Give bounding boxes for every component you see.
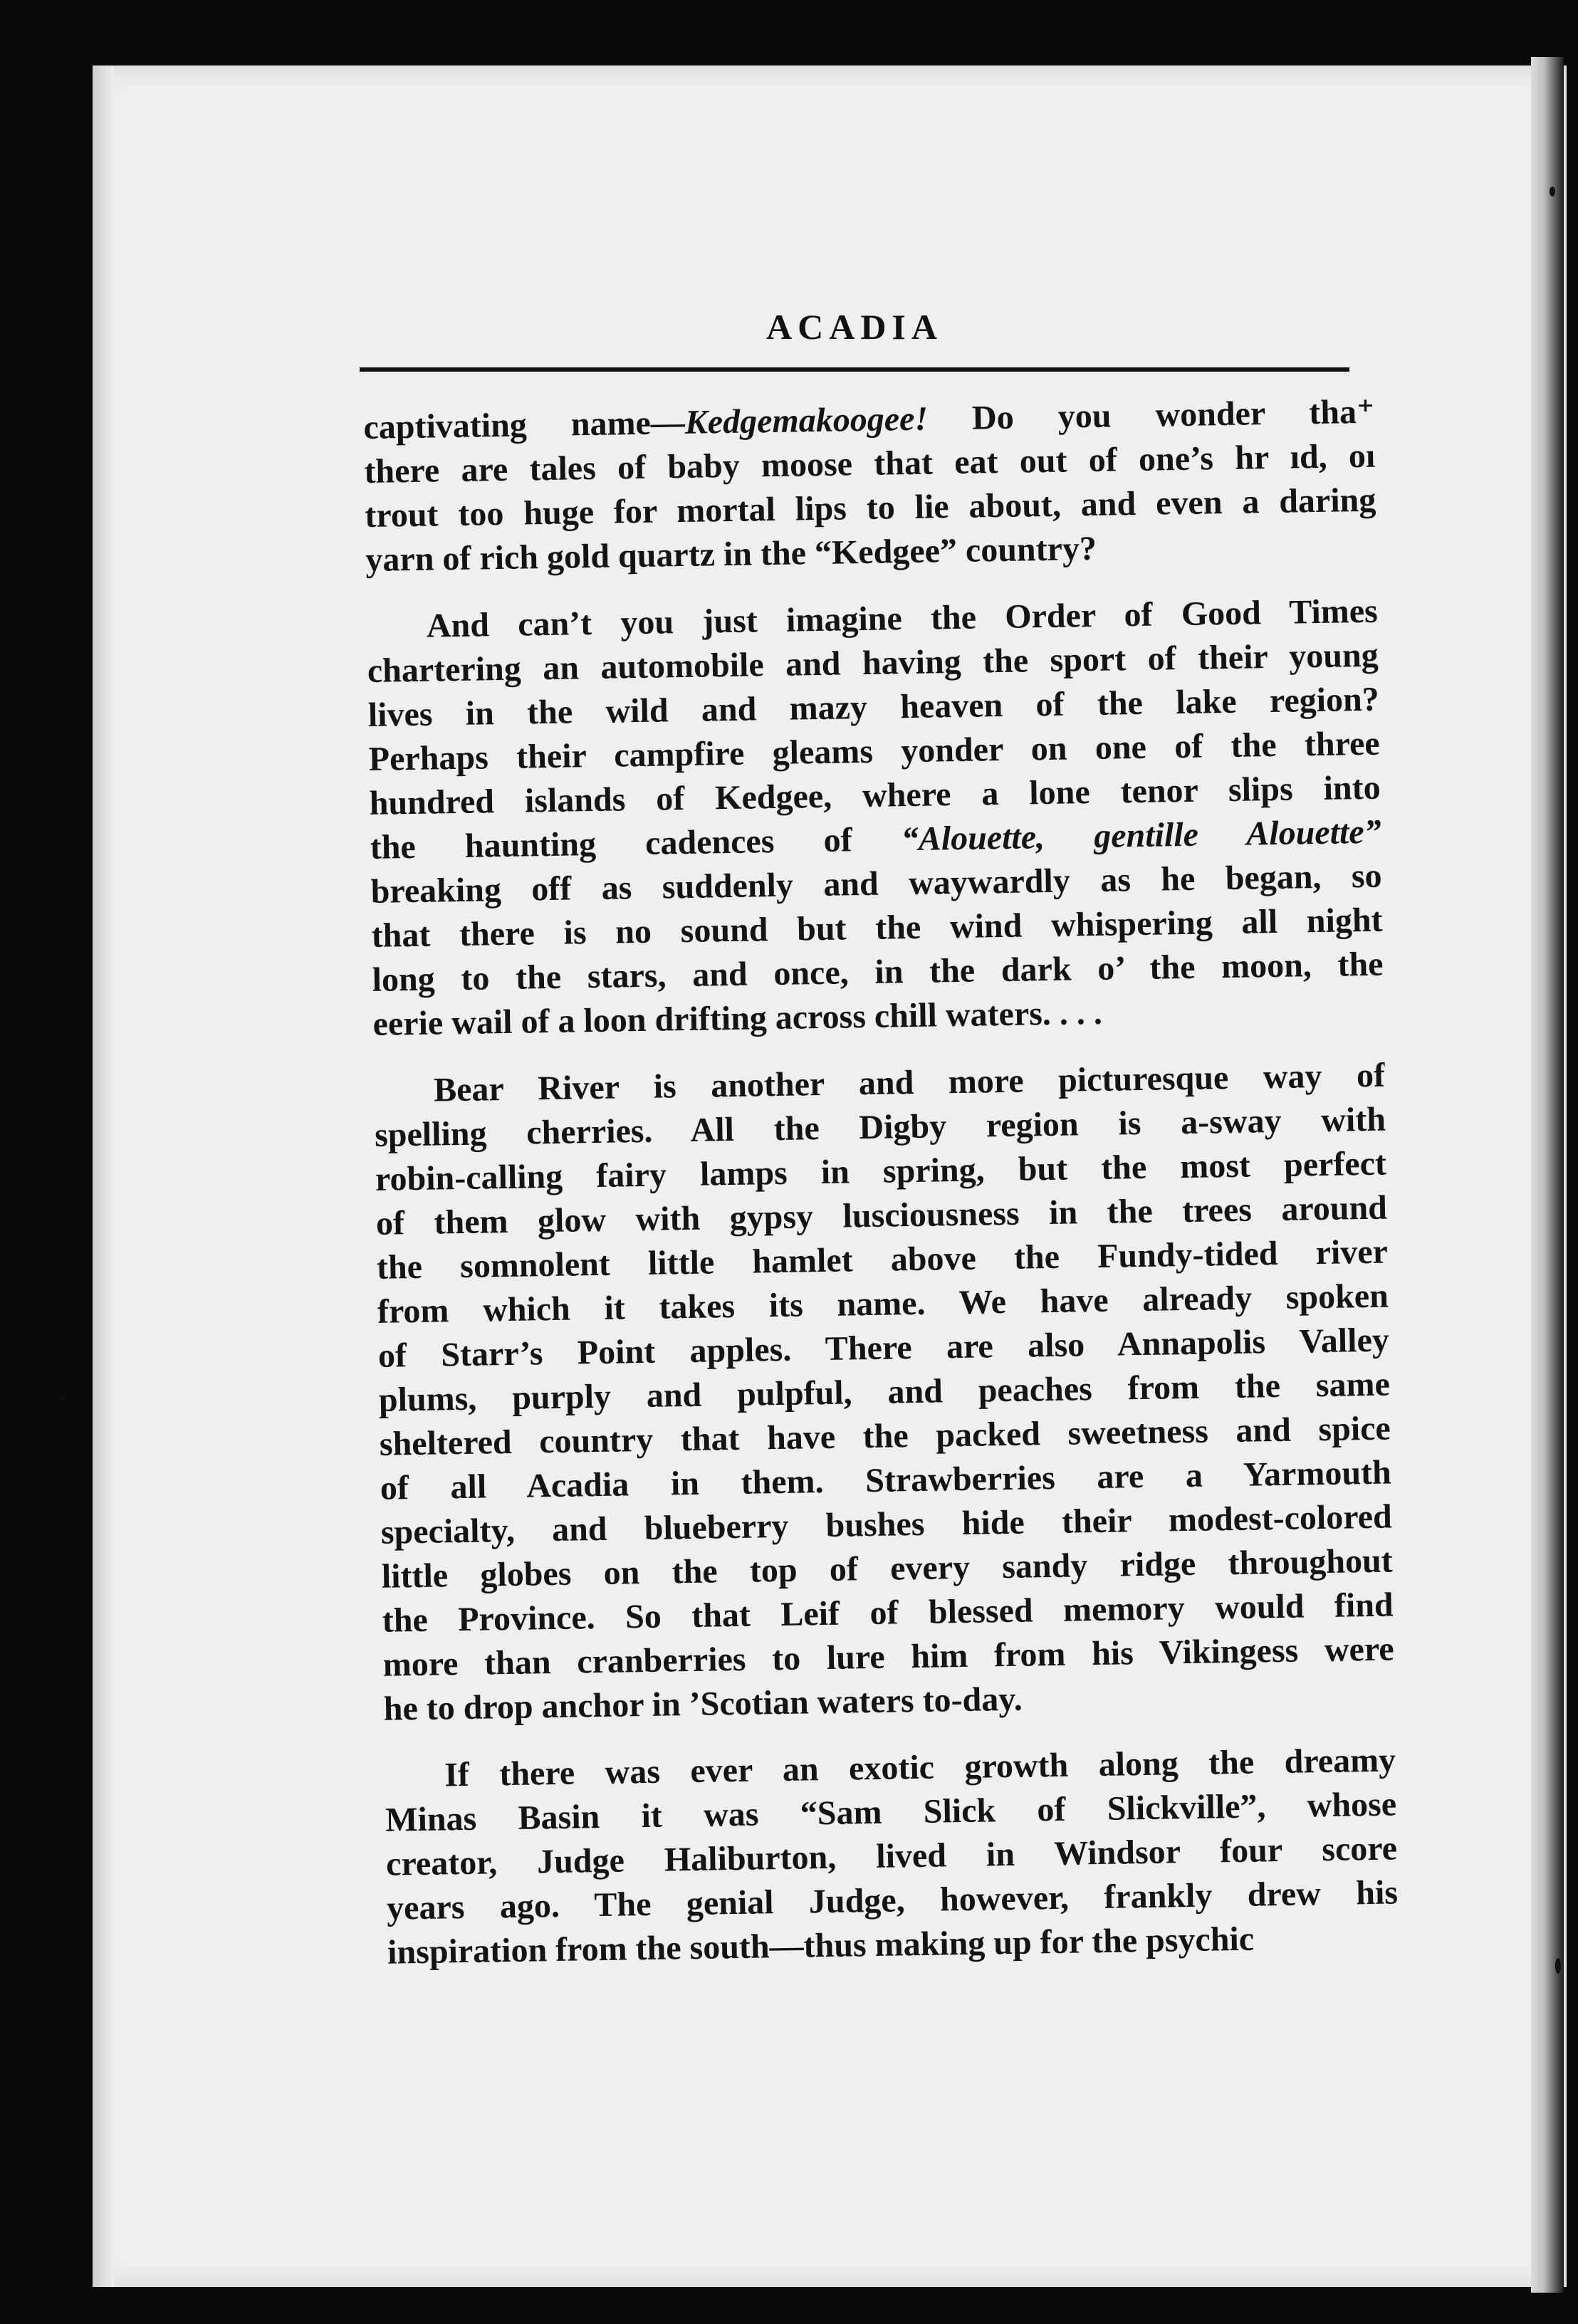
text-line: trout too huge for mortal lips to lie about, and even a daring [365, 481, 1376, 535]
body-text [363, 390, 1399, 1998]
text-line: years ago. The genial Judge, however, frankly drew his [386, 1873, 1399, 1927]
scan-speck [1555, 1958, 1561, 1974]
text-line: robin-calling fairy lamps in spring, but the most perfect [375, 1144, 1387, 1198]
text-line: Perhaps their campfire gleams yonder on one of the three [368, 724, 1381, 778]
paragraph [366, 590, 1384, 1047]
text-line: from which it takes its name. We have already spoken [377, 1277, 1389, 1331]
text-run: captivating name— [363, 403, 686, 446]
text-line: yarn of rich gold quartz in the “Kedgee” country? [365, 529, 1097, 579]
header-rule [360, 367, 1349, 372]
text-line: inspiration from the south—thus making up for the psychic [387, 1920, 1255, 1972]
text-line: more than cranberries to lure him from his Vikingess were [382, 1630, 1395, 1684]
text-run: the haunting cadences of [370, 820, 902, 867]
text-line: plums, purply and pulpful, and peaches from the same [378, 1365, 1391, 1419]
text-line: spelling cherries. All the Digby region is a-sway with [374, 1100, 1386, 1154]
text-line: of Starr’s Point apples. There are also Annapolis Valley [377, 1321, 1390, 1375]
text-line: little globes on the top of every sandy ridge throughout [381, 1542, 1394, 1596]
scan-speck [1550, 187, 1555, 197]
text-line: that there is no sound but the wind whispering all night [371, 901, 1383, 955]
text-line: of them glow with gypsy lusciousness in the trees around [375, 1188, 1388, 1242]
text-line: If there was ever an exotic growth along the dreamy [444, 1741, 1396, 1794]
text-line: chartering an automobile and having the sport of their young [367, 636, 1379, 690]
text-line: lives in the wild and mazy heaven of the lake region? [367, 680, 1380, 734]
text-line: Minas Basin it was “Sam Slick of Slickville”, whose [385, 1785, 1397, 1839]
text-line: there are tales of baby moose that eat out of one’s hr ıd, oı [364, 436, 1376, 491]
text-line: Bear River is another and more picturesque way of [433, 1056, 1386, 1109]
text-line: the Province. So that Leif of blessed memory would find [382, 1586, 1394, 1640]
text-run: Do you wonder tha⁺ [927, 392, 1375, 438]
text-line: of all Acadia in them. Strawberries are a Yarmouth [380, 1453, 1392, 1507]
paragraph [385, 1738, 1399, 1974]
text-line: the somnolent little hamlet above the Fundy-tided river [376, 1232, 1389, 1287]
page-edge [1531, 57, 1564, 2293]
text-line: specialty, and blueberry bushes hide their modest-colored [380, 1497, 1393, 1551]
italic-text: “Alouette, gentille Alouette” [901, 812, 1382, 859]
page-gutter-shadow [93, 66, 114, 2287]
text-line: hundred islands of Kedgee, where a lone tenor slips into [369, 768, 1381, 822]
text-line: creator, Judge Haliburton, lived in Windsor four score [385, 1829, 1398, 1883]
text-line: breaking off as suddenly and waywardly as he began, so [370, 857, 1382, 911]
running-head: ACADIA [766, 307, 943, 347]
paragraph [374, 1054, 1395, 1732]
text-line: eerie wail of a loon drifting across chill waters. . . . [372, 993, 1103, 1043]
text-line: long to the stars, and once, in the dark o’ the moon, the [372, 945, 1384, 999]
text-line: And can’t you just imagine the Order of Good Times [426, 592, 1379, 645]
scan-speck [61, 1396, 66, 1401]
paragraph [363, 390, 1377, 582]
italic-text: Kedgemakoogee! [684, 399, 929, 441]
text-line: he to drop anchor in ’Scotian waters to-day. [383, 1680, 1023, 1728]
text-line: sheltered country that have the packed sweetness and spice [379, 1409, 1391, 1463]
